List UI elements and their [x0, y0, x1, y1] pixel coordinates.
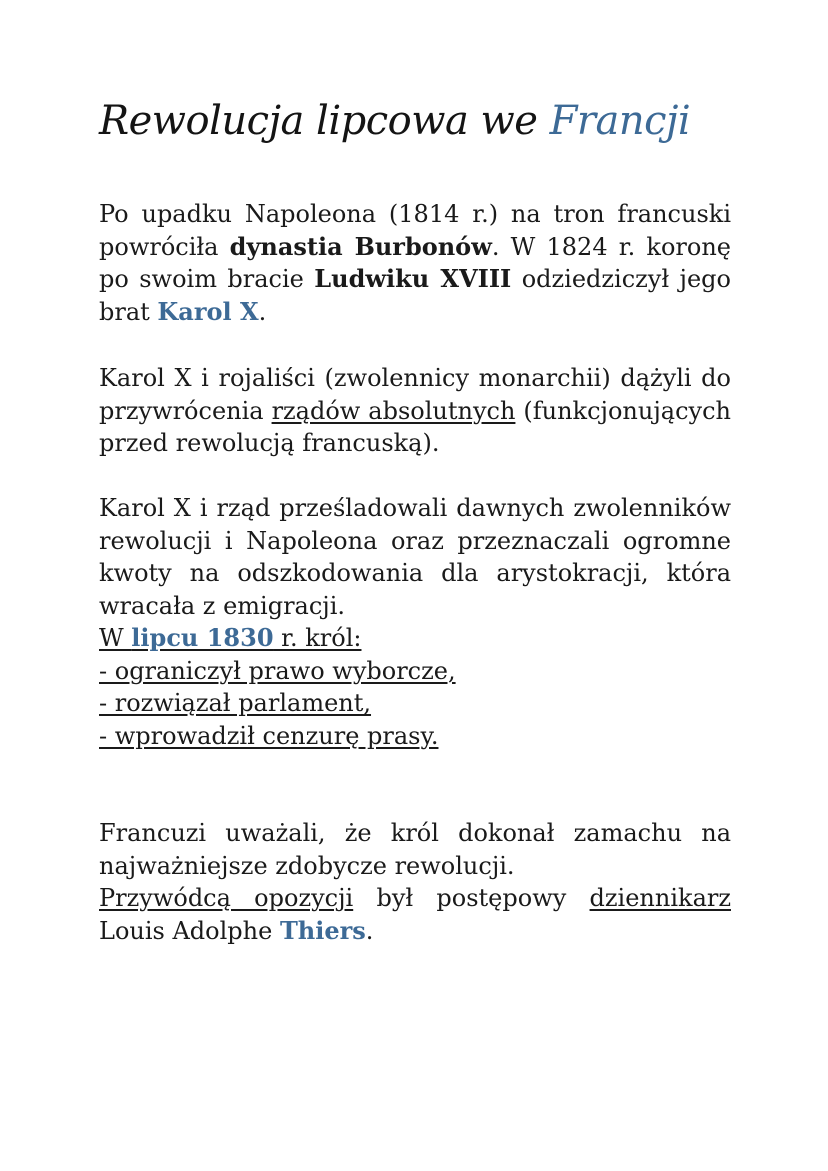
p3-july-w: W — [99, 624, 132, 652]
paragraph-royalists — [99, 362, 731, 460]
p1-dynasty: dynastia Burbonów — [229, 231, 492, 261]
p4-opposition-leader: Przywódcą opozycji — [99, 884, 354, 912]
p1-charles: Karol X — [157, 296, 259, 326]
p3-list-item: - wprowadził cenzurę prasy. — [99, 721, 439, 750]
p1-text-1: Po upadku Napoleona (1814 r.) na tron francuski powróciła — [99, 200, 731, 261]
p4-text-2: był postępowy — [353, 884, 590, 912]
p2-text-1: Karol X i rojaliści (zwolennicy monarchii) dążyli do przywrócenia — [99, 364, 731, 425]
title-part-1: Rewolucja lipcowa we — [99, 98, 550, 144]
page-title — [99, 98, 690, 144]
p3-list-item: - ograniczył prawo wyborcze, — [99, 656, 456, 685]
p4-journalist: dziennikarz — [589, 884, 731, 912]
paragraph-persecution — [99, 492, 731, 752]
p2-absolutism: rządów absolutnych — [271, 396, 516, 425]
p3-list-item: - rozwiązał parlament, — [99, 689, 372, 717]
p4-thiers: Thiers — [279, 915, 366, 945]
p4-text-1: Francuzi uważali, że król dokonał zamachu na najważniejsze zdobycze rewolucji. — [99, 819, 731, 880]
paragraph-bourbons — [99, 198, 731, 328]
p3-july-date: lipcu 1830 — [131, 623, 274, 652]
p2-text-2: (funkcjonujących przed rewolucją francuską). — [99, 396, 731, 457]
p4-text-3: Louis Adolphe — [99, 916, 280, 945]
p3-july-line — [99, 622, 731, 655]
p3-text-1: Karol X i rząd prześladowali dawnych zwolenników rewolucji i Napoleona oraz przeznaczali ogromne kwoty na odszkodowania dla arystokracji, która wracała z emigracji. — [99, 494, 731, 620]
p1-text-2: . W 1824 r. koronę po swoim bracie — [99, 232, 731, 293]
p1-text-3: odziedziczył jego brat — [99, 265, 731, 326]
p4-text-4: . — [365, 916, 374, 945]
paragraph-opposition — [99, 817, 731, 947]
p3-july-king: r. król: — [273, 624, 362, 652]
title-accent: Francji — [549, 98, 691, 144]
p1-text-4: . — [258, 297, 267, 326]
p1-louis: Ludwiku XVIII — [314, 264, 512, 293]
